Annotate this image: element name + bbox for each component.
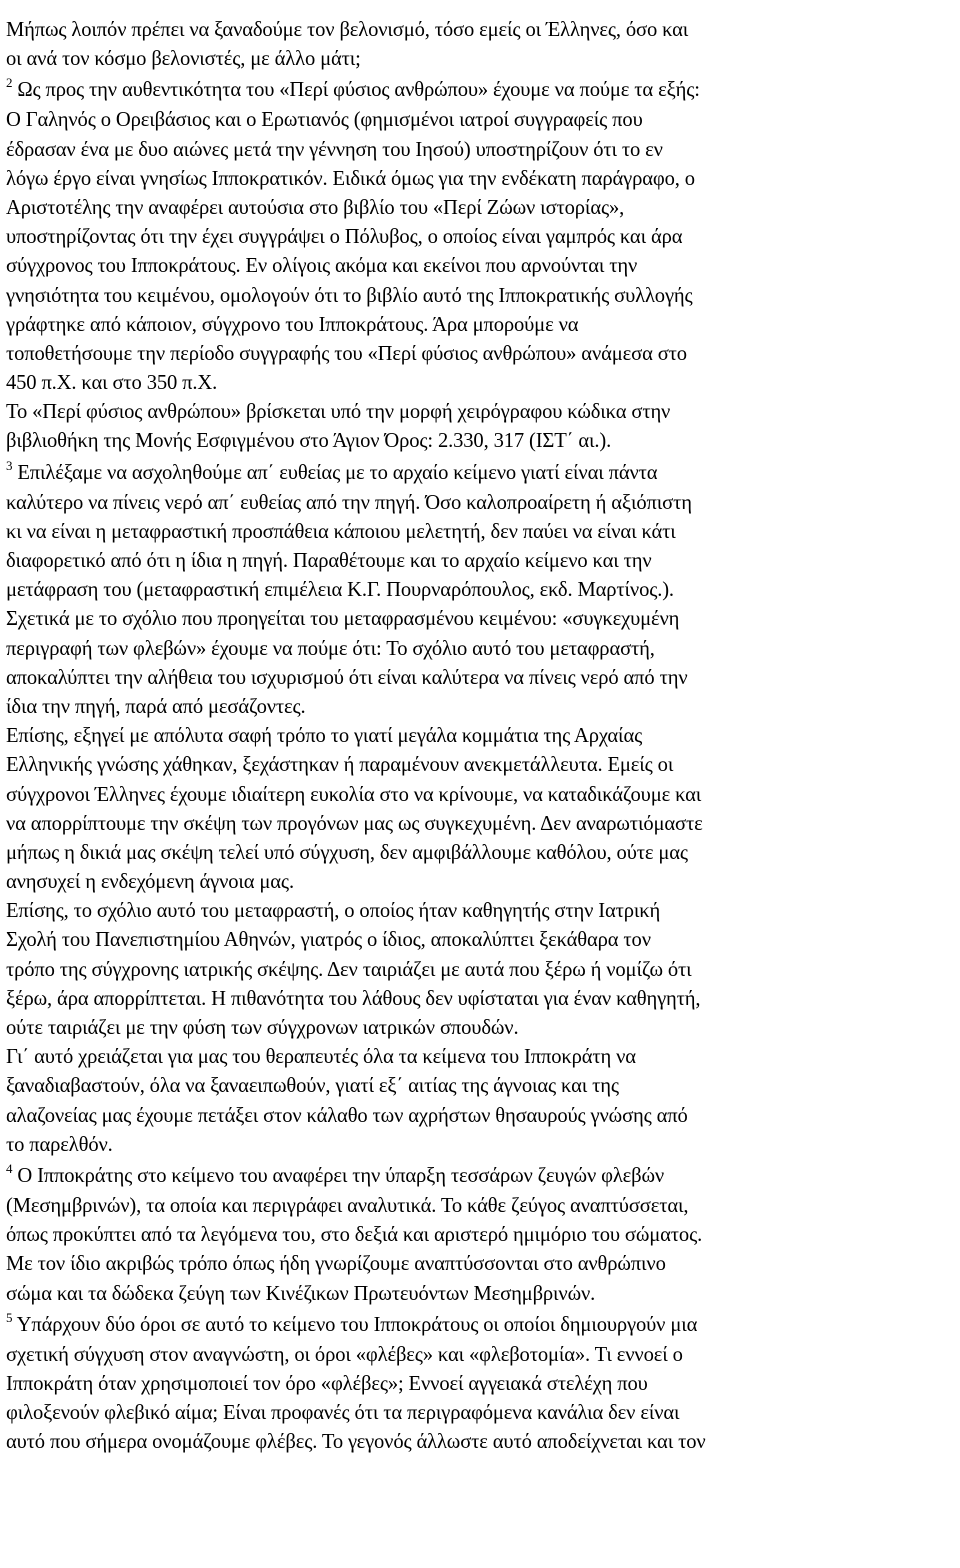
line-text: Σχολή του Πανεπιστημίου Αθηνών, γιατρός ο ίδιος, αποκαλύπτει ξεκάθαρα τον [6, 929, 651, 952]
line-text: ξαναδιαβαστούν, όλα να ξαναειπωθούν, γιατί εξ΄ αιτίας της άγνοιας και της [6, 1075, 619, 1098]
text-line [6, 985, 954, 1014]
line-text: Σχετικά με το σχόλιο που προηγείται του μεταφρασμένου κειμένου: «συγκεχυμένη [6, 608, 680, 631]
line-text: Επίσης, το σχόλιο αυτό του μεταφραστή, ο οποίος ήταν καθηγητής στην Ιατρική [6, 900, 661, 923]
line-text: σύγχρονοι Έλληνες έχουμε ιδιαίτερη ευκολία στο να κρίνουμε, να καταδικάζουμε και [6, 783, 702, 806]
line-text: Αριστοτέλης την αναφέρει αυτούσια στο βιβλίο του «Περί Ζώων ιστορίας», [6, 196, 625, 219]
text-line [6, 1102, 954, 1131]
text-line [6, 1160, 954, 1192]
footnote-marker: 4 [6, 1160, 13, 1176]
text-line [6, 1280, 954, 1309]
text-line [6, 1399, 954, 1428]
line-text: κι να είναι η μεταφραστική προσπάθεια κάποιου μελετητή, δεν παύει να είναι κάτι [6, 520, 676, 543]
text-line [6, 547, 954, 576]
text-line [6, 839, 954, 868]
line-text: 450 π.Χ. και στο 350 π.Χ. [6, 372, 218, 395]
line-text: Ο Ιπποκράτης στο κείμενο του αναφέρει την ύπαρξη τεσσάρων ζευγών φλεβών [12, 1164, 665, 1187]
text-line [6, 576, 954, 605]
text-line [6, 810, 954, 839]
text-line [6, 489, 954, 518]
line-text: σώμα και τα δώδεκα ζεύγη των Κινέζικων Πρωτευόντων Μεσημβρινών. [6, 1282, 596, 1305]
text-line [6, 252, 954, 281]
text-line [6, 1370, 954, 1399]
line-text: τρόπο της σύγχρονης ιατρικής σκέψης. Δεν ταιριάζει με αυτά που ξέρω ή νομίζω ότι [6, 958, 692, 981]
line-text: μετάφραση του (μεταφραστική επιμέλεια Κ.Γ. Πουρναρόπουλος, εκδ. Μαρτίνος.). [6, 579, 674, 602]
line-text: Επίσης, εξηγεί με απόλυτα σαφή τρόπο το γιατί μεγάλα κομμάτια της Αρχαίας [6, 725, 643, 748]
line-text: Επιλέξαμε να ασχοληθούμε απ΄ ευθείας με το αρχαίο κείμενο γιατί είναι πάντα [12, 461, 658, 484]
line-text: γνησιότητα του κειμένου, ομολογούν ότι το βιβλίο αυτό της Ιπποκρατικής συλλογής [6, 284, 693, 307]
line-text: ανησυχεί η ενδεχόμενη άγνοια μας. [6, 871, 294, 894]
line-text: Υπάρχουν δύο όροι σε αυτό το κείμενο του Ιπποκράτους οι οποίοι δημιουργούν μια [12, 1313, 698, 1336]
line-text: σύγχρονος του Ιπποκράτους. Εν ολίγοις ακόμα και εκείνοι που αρνούνται την [6, 255, 638, 278]
text-line [6, 427, 954, 456]
text-line [6, 781, 954, 810]
text-line [6, 136, 954, 165]
text-line [6, 722, 954, 751]
text-line [6, 868, 954, 897]
line-text: διαφορετικό από ότι η ίδια η πηγή. Παραθέτουμε και το αρχαίο κείμενο και την [6, 550, 652, 572]
text-line [6, 605, 954, 634]
text-line [6, 457, 954, 489]
line-text: Ως προς την αυθεντικότητα του «Περί φύσιος ανθρώπου» έχουμε να πούμε τα εξής: [12, 79, 700, 102]
text-line [6, 1309, 954, 1341]
text-line [6, 1014, 954, 1043]
footnote-marker: 2 [6, 75, 13, 91]
text-line [6, 518, 954, 547]
text-line [6, 74, 954, 106]
line-text: (Μεσημβρινών), τα οποία και περιγράφει αναλυτικά. Το κάθε ζεύγος αναπτύσσεται, [6, 1194, 689, 1217]
line-text: ούτε ταιριάζει με την φύση των σύγχρονων ιατρικών σπουδών. [6, 1017, 519, 1039]
line-text: λόγω έργο είναι γνησίως Ιπποκρατικόν. Ειδικά όμως για την ενδέκατη παράγραφο, ο [6, 167, 695, 190]
text-line [6, 1428, 954, 1457]
text-line [6, 398, 954, 427]
text-line [6, 223, 954, 252]
line-text: Γι΄ αυτό χρειάζεται για μας του θεραπευτές όλα τα κείμενα του Ιπποκράτη να [6, 1046, 636, 1069]
line-text: γράφτηκε από κάποιον, σύγχρονο του Ιπποκράτους. Άρα μπορούμε να [6, 313, 579, 336]
text-line [6, 1192, 954, 1221]
text-line [6, 1341, 954, 1370]
text-line [6, 340, 954, 369]
line-text: καλύτερο να πίνεις νερό απ΄ ευθείας από την πηγή. Όσο καλοπροαίρετη ή αξιόπιστη [6, 491, 692, 514]
line-text: έδρασαν ένα με δυο αιώνες μετά την γέννηση του Ιησού) υποστηρίζουν ότι το εν [6, 138, 663, 161]
text-line [6, 926, 954, 955]
text-line [6, 16, 954, 45]
line-text: Μήπως λοιπόν πρέπει να ξαναδούμε τον βελονισμό, τόσο εμείς οι Έλληνες, όσο και [6, 19, 689, 41]
text-line [6, 897, 954, 926]
line-text: περιγραφή των φλεβών» έχουμε να πούμε ότι: Το σχόλιο αυτό του μεταφραστή, [6, 637, 655, 660]
text-line [6, 1043, 954, 1072]
line-text: όπως προκύπτει από τα λεγόμενα του, στο δεξιά και αριστερό ημιμόριο του σώματος. [6, 1224, 703, 1247]
line-text: υποστηρίζοντας ότι την έχει συγγράψει ο Πόλυβος, ο οποίος είναι γαμπρός και άρα [6, 226, 683, 249]
line-text: Με τον ίδιο ακριβώς τρόπο όπως ήδη γνωρίζουμε αναπτύσσονται στο ανθρώπινο [6, 1253, 666, 1276]
text-line [6, 1221, 954, 1250]
text-line [6, 1131, 954, 1160]
line-text: Ιπποκράτη όταν χρησιμοποιεί τον όρο «φλέβες»; Εννοεί αγγειακά στελέχη που [6, 1372, 648, 1395]
text-line [6, 45, 954, 74]
line-text: ίδια την πηγή, παρά από μεσάζοντες. [6, 695, 306, 718]
text-line [6, 106, 954, 135]
text-line [6, 956, 954, 985]
line-text: μήπως η δικιά μας σκέψη τελεί υπό σύγχυση, δεν αμφιβάλλουμε καθόλου, ούτε μας [6, 841, 688, 864]
text-line [6, 1250, 954, 1279]
text-line [6, 165, 954, 194]
text-line [6, 369, 954, 398]
text-line [6, 693, 954, 722]
line-text: αυτό που σήμερα ονομάζουμε φλέβες. Το γεγονός άλλωστε αυτό αποδείχνεται και τον [6, 1431, 706, 1454]
line-text: σχετική σύγχυση στον αναγνώστη, οι όροι «φλέβες» και «φλεβοτομία». Τι εννοεί ο [6, 1343, 683, 1366]
text-line [6, 751, 954, 780]
line-text: φιλοξενούν φλεβικό αίμα; Είναι προφανές ότι τα περιγραφόμενα κανάλια δεν είναι [6, 1402, 680, 1425]
line-text: Ελληνικής γνώσης χάθηκαν, ξεχάστηκαν ή παραμένουν ανεκμετάλλευτα. Εμείς οι [6, 754, 674, 777]
footnote-marker: 3 [6, 457, 13, 473]
line-text: ξέρω, άρα απορρίπτεται. Η πιθανότητα του λάθους δεν υφίσταται για έναν καθηγητή, [6, 987, 701, 1010]
footnote-marker: 5 [6, 1309, 13, 1325]
text-line [6, 194, 954, 223]
line-text: τοποθετήσουμε την περίοδο συγγραφής του «Περί φύσιος ανθρώπου» ανάμεσα στο [6, 342, 687, 365]
line-text: Το «Περί φύσιος ανθρώπου» βρίσκεται υπό την μορφή χειρόγραφου κώδικα στην [6, 401, 671, 424]
text-line [6, 664, 954, 693]
document-body [6, 16, 954, 1457]
text-line [6, 282, 954, 311]
line-text: να απορρίπτουμε την σκέψη των προγόνων μας ως συγκεχυμένη. Δεν αναρωτιόμαστε [6, 812, 703, 835]
line-text: αλαζονείας μας έχουμε πετάξει στον κάλαθο των αχρήστων θησαυρούς γνώσης από [6, 1104, 688, 1127]
line-text: οι ανά τον κόσμο βελονιστές, με άλλο μάτι; [6, 48, 361, 71]
text-line [6, 635, 954, 664]
line-text: Ο Γαληνός ο Ορειβάσιος και ο Ερωτιανός (φημισμένοι ιατροί συγγραφείς που [6, 109, 643, 132]
line-text: αποκαλύπτει την αλήθεια του ισχυρισμού ότι είναι καλύτερα να πίνεις νερό από την [6, 666, 688, 689]
line-text: βιβλιοθήκη της Μονής Εσφιγμένου στο Άγιον Όρος: 2.330, 317 (ΙΣΤ΄ αι.). [6, 430, 612, 453]
line-text: το παρελθόν. [6, 1133, 113, 1156]
text-line [6, 311, 954, 340]
text-line [6, 1072, 954, 1101]
